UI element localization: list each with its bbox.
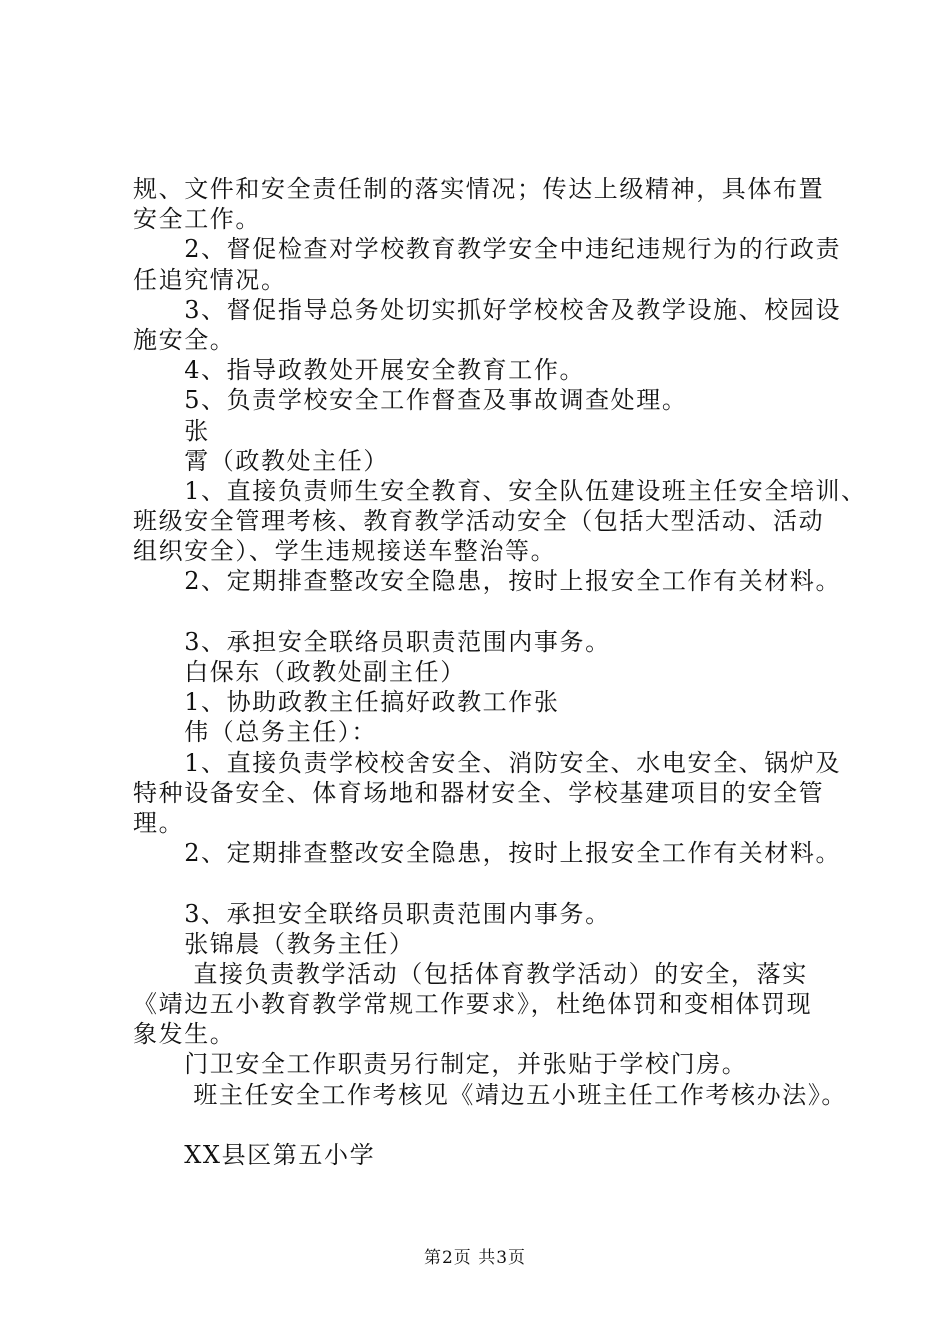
text-line: 5、负责学校安全工作督查及事故调查处理。 — [133, 386, 688, 415]
text-line: 2、定期排查整改安全隐患，按时上报安全工作有关材料。 — [133, 839, 842, 868]
text-line: 3、承担安全联络员职责范围内事务。 — [133, 627, 611, 656]
text-line: 霄（政教处主任） — [133, 446, 389, 475]
text-line: 4、指导政教处开展安全教育工作。 — [133, 356, 586, 385]
text-line: 张 — [133, 416, 210, 445]
text-line: 3、承担安全联络员职责范围内事务。 — [133, 899, 611, 928]
blank-line — [133, 868, 838, 898]
text-line: 理。 — [133, 808, 185, 837]
blank-line — [133, 1110, 838, 1140]
text-line: 特种设备安全、体育场地和器材安全、学校基建项目的安全管 — [133, 778, 825, 807]
text-line: 2、定期排查整改安全隐患，按时上报安全工作有关材料。 — [133, 567, 842, 596]
page-footer: 第2页 共3页 — [423, 1248, 527, 1268]
text-line: 施安全。 — [133, 325, 236, 354]
text-line: 《靖边五小教育教学常规工作要求》，杜绝体罚和变相体罚现 — [133, 990, 813, 1019]
text-line: 1、直接负责学校校舍安全、消防安全、水电安全、锅炉及 — [133, 748, 842, 777]
text-line: 1、直接负责师生安全教育、安全队伍建设班主任安全培训、 — [133, 476, 867, 505]
text-line: 3、督促指导总务处切实抓好学校校舍及教学设施、校园设 — [133, 295, 842, 324]
text-line: 班级安全管理考核、教育教学活动安全（包括大型活动、活动 — [133, 507, 825, 536]
text-line: 象发生。 — [133, 1020, 236, 1049]
text-line: XX县区第五小学 — [133, 1141, 376, 1169]
text-line: 张锦晨（教务主任） — [133, 929, 415, 958]
text-line: 安全工作。 — [133, 205, 261, 234]
text-line: 白保东（政教处副主任） — [133, 658, 466, 686]
text-line: 直接负责教学活动（包括体育教学活动）的安全，落实 — [133, 959, 808, 988]
document-body — [133, 174, 867, 1170]
text-line: 门卫安全工作职责另行制定，并张贴于学校门房。 — [133, 1050, 748, 1079]
text-line: 班主任安全工作考核见《靖边五小班主任工作考核办法》。 — [133, 1080, 848, 1109]
text-line: 规、文件和安全责任制的落实情况；传达上级精神，具体布置 — [133, 175, 825, 203]
text-line: 组织安全）、学生违规接送车整治等。 — [133, 537, 557, 566]
text-line: 任追究情况。 — [133, 265, 287, 294]
text-line: 2、督促检查对学校教育教学安全中违纪违规行为的行政责 — [133, 235, 842, 264]
text-line: 伟（总务主任）： — [133, 718, 377, 747]
blank-line — [133, 597, 838, 627]
text-line: 1、协助政教主任搞好政教工作张 — [133, 688, 560, 717]
